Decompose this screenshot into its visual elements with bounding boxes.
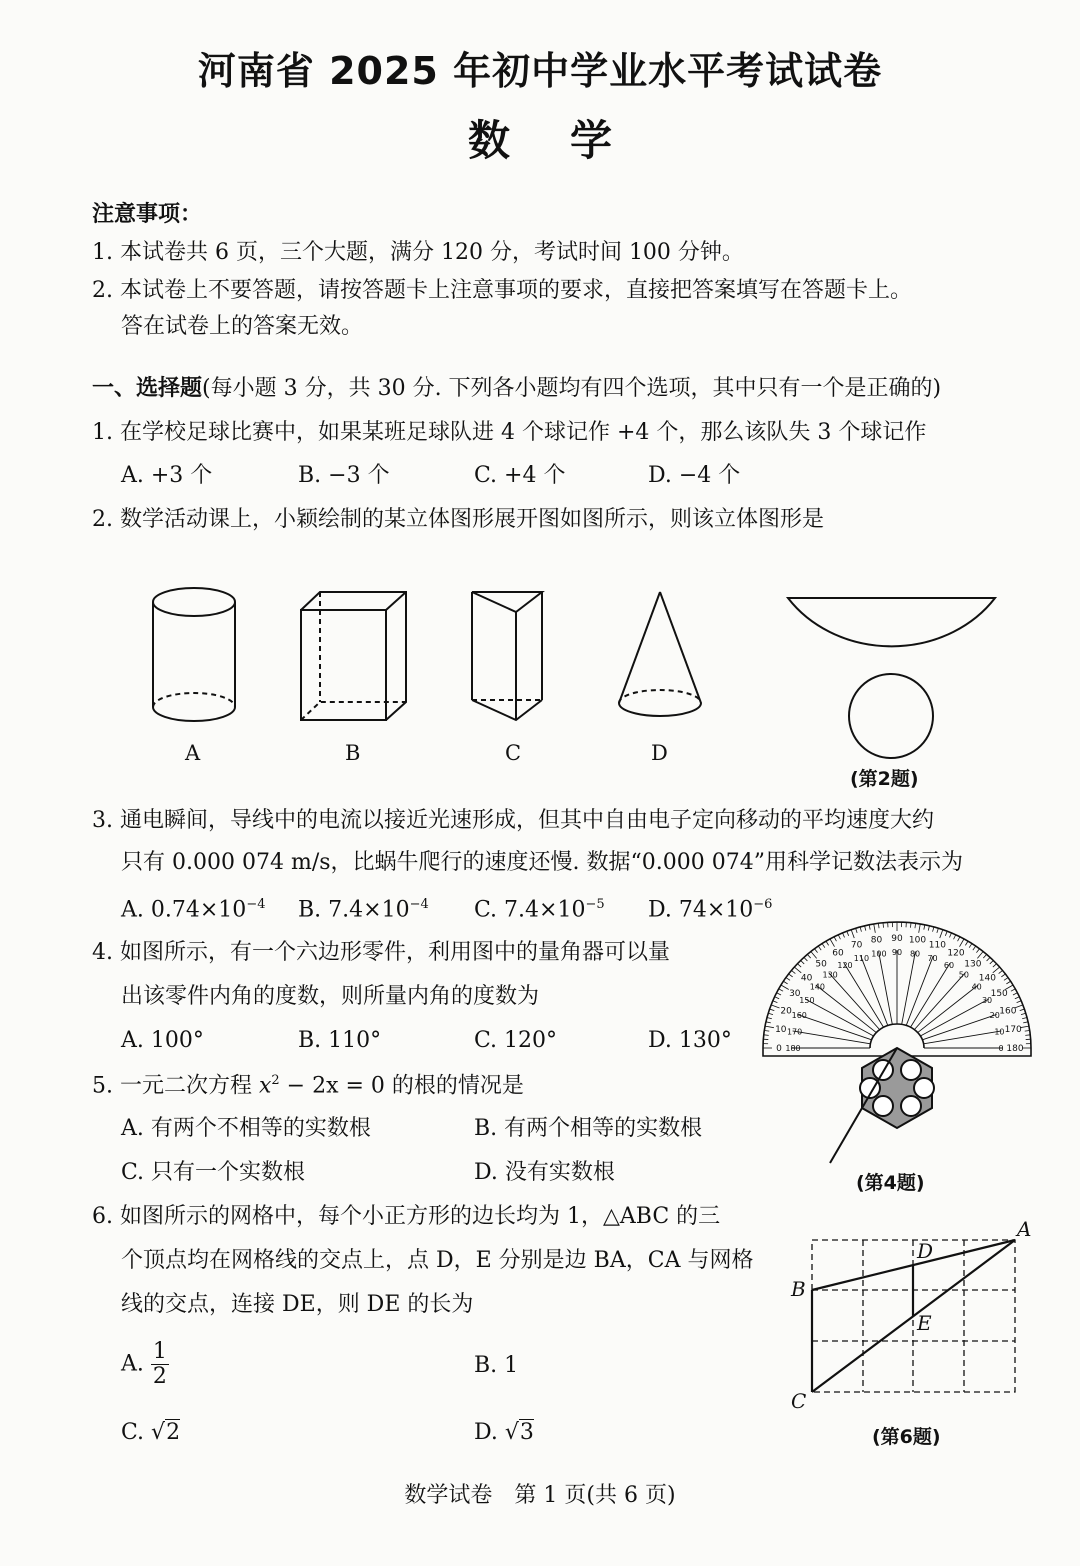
q5-option-a: A. 有两个不相等的实数根 [121, 1116, 371, 1141]
note-item-2: 2. 本试卷上不要答题，请按答题卡上注意事项的要求，直接把答案填写在答题卡上。 [92, 278, 912, 303]
protractor-tick [999, 970, 1003, 973]
q4-stem-line1: 4. 如图所示，有一个六边形零件，利用图中的量角器可以量 [92, 940, 670, 965]
protractor-tick [791, 970, 795, 973]
protractor-tick [794, 967, 801, 973]
triangular-prism-shape [472, 592, 542, 720]
protractor-tick [1011, 989, 1015, 991]
protractor-tick [993, 967, 1000, 973]
protractor-tick [958, 937, 960, 941]
section-heading [92, 378, 941, 400]
protractor-tick [765, 1026, 774, 1028]
q4-caption: (第4题) [856, 1172, 925, 1194]
cone-shape [619, 592, 701, 716]
q6-stem-line1: 6. 如图所示的网格中，每个小正方形的边长均为 1，△ABC 的三 [92, 1204, 721, 1229]
protractor-outer-label: 10 [775, 1024, 787, 1035]
fraction-denominator: 2 [152, 1364, 167, 1390]
protractor-tick [815, 949, 818, 953]
protractor-tick [928, 926, 929, 931]
protractor-inner-label: 80 [909, 949, 921, 959]
protractor-tick [797, 964, 801, 967]
q1-stem: 1. 在学校足球比赛中，如果某班足球队进 4 个球记作 +4 个，那么该队失 3 个球记作 [92, 420, 927, 445]
protractor-ray [922, 1014, 996, 1039]
q3-stem-line2: 只有 0.000 074 m/s，比蜗牛爬行的速度还慢. 数据“0.000 074”用科学记数法表示为 [121, 850, 963, 875]
protractor-inner-label: 50 [958, 970, 969, 980]
protractor-tick [783, 981, 787, 984]
protractor-outer-label: 140 [978, 973, 996, 984]
q3-option-b: B. $7.4\times 10^{-4}$ [298, 897, 429, 923]
protractor-outer-label: 0 [776, 1044, 782, 1054]
fraction-numerator: 1 [152, 1339, 167, 1364]
protractor-ray [793, 1031, 871, 1044]
protractor-tick [1017, 1001, 1022, 1003]
q6-option-a: A. $\frac{1}{2}$ [121, 1339, 167, 1390]
protractor-outer-label: 110 [928, 940, 946, 951]
protractor-tick [977, 951, 983, 958]
protractor-tick [764, 1030, 769, 1031]
point-e-label: E [917, 1311, 932, 1335]
protractor-tick [940, 930, 943, 938]
protractor-inner-label: 170 [786, 1027, 803, 1037]
protractor-inner-label: 130 [822, 970, 838, 980]
protractor-outer-label: 150 [990, 989, 1008, 999]
section-desc: (每小题 3 分，共 30 分. 下列各小题均有四个选项，其中只有一个是正确的) [202, 376, 942, 401]
protractor-tick [1025, 1030, 1030, 1031]
protractor-inner-label: 10 [994, 1027, 1005, 1037]
protractor-tick [1023, 1022, 1028, 1023]
protractor-inner-label: 120 [837, 960, 853, 970]
q2-stem: 2. 数学活动课上，小颖绘制的某立体图形展开图如图所示，则该立体图形是 [92, 507, 824, 532]
protractor-tick [869, 925, 870, 930]
subject-title: 数学 [467, 116, 672, 165]
protractor-tick [826, 941, 829, 945]
protractor-inner-label: 30 [981, 996, 993, 1005]
protractor-tick [786, 978, 790, 981]
protractor-outer-label: 180 [1006, 1044, 1024, 1054]
protractor-ray [797, 1014, 871, 1039]
point-a-label: A [1017, 1218, 1032, 1241]
q1-option-a: A. +3 个 [121, 463, 213, 488]
protractor-ray [924, 1031, 1002, 1044]
protractor-tick [838, 935, 840, 939]
protractor-tick [865, 926, 866, 931]
protractor-inner-label: 150 [799, 996, 815, 1005]
q3-option-d: D. $74\times 10^{-6}$ [648, 897, 773, 923]
protractor-inner-label: 60 [943, 960, 955, 970]
q2-label-b: B [345, 741, 361, 765]
protractor-tick [860, 927, 861, 932]
protractor-outer-label: 170 [1004, 1024, 1022, 1035]
protractor-tick [919, 924, 921, 933]
cylinder-shape [153, 588, 235, 721]
protractor-tick [847, 931, 849, 936]
q3-stem-line1: 3. 通电瞬间，导线中的电流以接近光速形成，但其中自由电子定向移动的平均速度大约 [92, 808, 934, 833]
protractor-tick [773, 1001, 778, 1003]
protractor-tick [1022, 1018, 1027, 1019]
radical-sign: √ [504, 1420, 519, 1445]
protractor-ray [906, 956, 933, 1026]
q6-option-d: D. √3 [474, 1420, 534, 1445]
protractor-ray [920, 999, 988, 1036]
protractor-tick [949, 933, 951, 938]
q2-label-c: C [505, 741, 522, 765]
protractor-ray [879, 951, 893, 1024]
q5-option-b: B. 有两个相等的实数根 [474, 1116, 703, 1141]
protractor-tick [1006, 981, 1010, 984]
protractor-outer-label: 160 [999, 1006, 1017, 1017]
protractor-tick [856, 928, 858, 933]
protractor-tick [818, 946, 821, 950]
protractor-ray [902, 951, 916, 1024]
q4-stem-line2: 出该零件内角的度数，则所量内角的度数为 [121, 984, 540, 1009]
q6-caption: (第6题) [872, 1426, 941, 1448]
page-footer: 数学试卷 第 1 页(共 6 页) [404, 1483, 676, 1508]
q2-label-d: D [651, 741, 668, 765]
protractor-outer-label: 40 [800, 973, 813, 984]
protractor-inner-label: 160 [791, 1011, 807, 1021]
q5-option-d: D. 没有实数根 [474, 1160, 615, 1185]
protractor-tick [933, 927, 934, 932]
protractor-ray [805, 999, 873, 1036]
protractor-outer-label: 30 [789, 989, 801, 999]
radical-sign: √ [151, 1420, 166, 1445]
q2-label-a: A [185, 741, 201, 765]
protractor-tick [965, 941, 968, 945]
protractor-inner-label: 100 [871, 949, 887, 959]
protractor-ray [844, 963, 884, 1027]
protractor-tick [924, 925, 925, 930]
cuboid-shape [301, 592, 406, 720]
q6-grid-figure [785, 1218, 1045, 1418]
protractor-tick [973, 946, 976, 950]
protractor-inner-label: 70 [927, 953, 938, 963]
protractor-tick [1013, 993, 1017, 995]
protractor-inner-label: 180 [785, 1044, 801, 1053]
q6-option-b: B. 1 [474, 1353, 519, 1378]
q1-option-c: C. +4 个 [474, 463, 566, 488]
protractor-inner-label: 110 [853, 953, 870, 963]
protractor-tick [777, 993, 781, 995]
protractor-outer-label: 130 [964, 959, 982, 970]
q3-option-c: C. $7.4\times 10^{-5}$ [474, 897, 605, 923]
protractor-tick [851, 930, 854, 938]
q3-option-a: A. $0.74\times 10^{-4}$ [121, 897, 266, 923]
q1-option-d: D. −4 个 [648, 463, 741, 488]
protractor-tick [910, 923, 911, 928]
protractor-tick [804, 957, 807, 961]
protractor-tick [993, 964, 997, 967]
q2-caption: (第2题) [850, 768, 919, 790]
q4-option-b: B. 110° [298, 1028, 382, 1053]
protractor-inner-label: 140 [809, 982, 825, 992]
notes-heading: 注意事项： [92, 202, 203, 227]
protractor-tick [822, 944, 825, 948]
protractor-tick [770, 1009, 775, 1011]
point-b-label: B [791, 1277, 806, 1301]
protractor-tick [801, 960, 805, 963]
protractor-outer-label: 90 [891, 934, 903, 944]
point-c-label: C [791, 1389, 807, 1413]
q4-option-a: A. 100° [121, 1028, 204, 1053]
protractor-tick [1015, 997, 1020, 999]
protractor-tick [954, 935, 956, 939]
protractor-ray [911, 963, 951, 1027]
q4-protractor-figure [760, 918, 1035, 1168]
protractor-tick [811, 951, 817, 958]
protractor-tick [771, 1005, 779, 1008]
exam-title: 河南省 2025 年初中学业水平考试试卷 [197, 49, 883, 93]
note-item-2-cont: 答在试卷上的答案无效。 [121, 314, 364, 339]
protractor-tick [1025, 1035, 1030, 1036]
protractor-tick [775, 997, 780, 999]
protractor-tick [1001, 974, 1005, 977]
protractor-tick [983, 954, 986, 958]
protractor-inner-label: 90 [891, 948, 903, 957]
protractor-tick [768, 1013, 773, 1014]
protractor-tick [834, 937, 836, 941]
protractor-tick [779, 989, 783, 991]
protractor-tick [830, 939, 835, 947]
protractor-tick [883, 923, 884, 928]
protractor-outer-label: 120 [947, 948, 965, 959]
protractor-outer-label: 50 [815, 959, 827, 970]
q1-option-b: B. −3 个 [298, 463, 390, 488]
protractor-tick [767, 1018, 772, 1019]
protractor-tick [1004, 978, 1008, 981]
protractor-outer-label: 100 [908, 935, 927, 946]
q2-solids-figure [140, 580, 1040, 780]
protractor-outer-label: 80 [870, 935, 883, 946]
protractor-tick [1020, 1009, 1025, 1011]
q6-option-c: C. √2 [121, 1420, 181, 1445]
protractor-inner-label: 40 [971, 982, 982, 992]
protractor-tick [945, 931, 947, 936]
protractor-tick [874, 924, 876, 933]
protractor-outer-label: 60 [832, 948, 844, 959]
protractor-outer-label: 70 [850, 940, 863, 951]
cone-net-shape [788, 598, 995, 758]
protractor-tick [960, 939, 965, 947]
protractor-tick [969, 944, 972, 948]
q6-stem-line3: 线的交点，连接 DE，则 DE 的长为 [121, 1292, 474, 1317]
protractor-tick [987, 957, 990, 961]
protractor-outer-label: 20 [780, 1006, 792, 1017]
q4-option-c: C. 120° [474, 1028, 558, 1053]
protractor-tick [807, 954, 810, 958]
protractor-ray [861, 956, 888, 1026]
q5-stem: 5. 一元二次方程 $x^2 - 2x = 0$ 的根的情况是 [92, 1073, 524, 1099]
protractor-tick [766, 1022, 771, 1023]
note-item-1: 1. 本试卷共 6 页，三个大题，满分 120 分，考试时间 100 分钟。 [92, 240, 744, 265]
protractor-tick [842, 933, 844, 938]
protractor-inner-label: 20 [989, 1011, 1000, 1021]
q5-option-c: C. 只有一个实数根 [121, 1160, 306, 1185]
q4-option-d: D. 130° [648, 1028, 732, 1053]
protractor-tick [781, 985, 789, 990]
protractor-tick [764, 1035, 769, 1036]
q6-stem-line2: 个顶点均在网格线的交点上，点 D，E 分别是边 BA，CA 与网格 [121, 1248, 754, 1273]
protractor-tick [1021, 1013, 1026, 1014]
protractor-inner-label: 0 [998, 1044, 1004, 1053]
protractor-tick [976, 949, 979, 953]
protractor-tick [990, 960, 994, 963]
protractor-tick [937, 928, 939, 933]
section-title: 一、选择题 [92, 376, 203, 401]
protractor-tick [789, 974, 793, 977]
point-d-label: D [917, 1239, 934, 1263]
